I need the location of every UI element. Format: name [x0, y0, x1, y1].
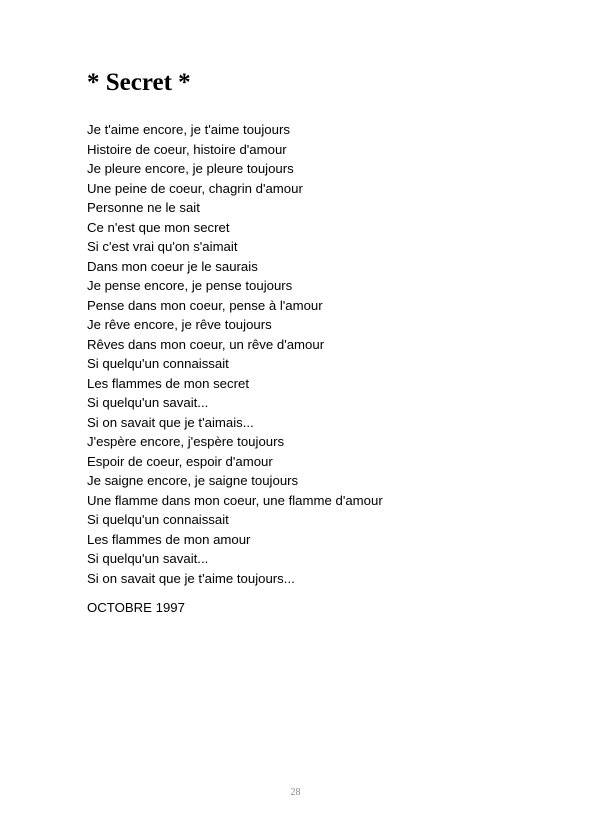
poem-line: Les flammes de mon amour — [87, 531, 251, 547]
poem-line: Pense dans mon coeur, pense à l'amour — [87, 297, 323, 313]
poem-date: OCTOBRE 1997 — [87, 600, 185, 615]
poem-line: Si quelqu'un connaissait — [87, 512, 229, 527]
poem-line: Si quelqu'un connaissait — [87, 356, 229, 371]
poem-line: Je saigne encore, je saigne toujours — [87, 473, 299, 488]
poem-line: J'espère encore, j'espère toujours — [87, 434, 285, 449]
poem-line: Si on savait que je t'aimais... — [87, 414, 254, 430]
poem-line: Si on savait que je t'aime toujours... — [87, 570, 295, 586]
poem-line: Je pense encore, je pense toujours — [87, 278, 293, 293]
poem-line: Dans mon coeur je le saurais — [87, 258, 258, 274]
poem-line: Je t'aime encore, je t'aime toujours — [87, 122, 290, 137]
poem-line: Je rêve encore, je rêve toujours — [87, 317, 272, 332]
poem-line: Une flamme dans mon coeur, une flamme d'amour — [87, 492, 383, 508]
poem-line: Rêves dans mon coeur, un rêve d'amour — [87, 336, 325, 352]
poem-line: Si c'est vrai qu'on s'aimait — [87, 239, 238, 254]
poem-line: Une peine de coeur, chagrin d'amour — [87, 180, 303, 196]
poem-body — [87, 120, 383, 588]
poem-line: Espoir de coeur, espoir d'amour — [87, 453, 273, 469]
page-number: 28 — [290, 787, 301, 798]
poem-line: Je pleure encore, je pleure toujours — [87, 161, 294, 176]
poem-line: Les flammes de mon secret — [87, 375, 249, 391]
poem-line: Ce n'est que mon secret — [87, 219, 230, 235]
poem-line: Histoire de coeur, histoire d'amour — [87, 141, 287, 157]
poem-title: * Secret * — [87, 69, 191, 96]
poem-line: Si quelqu'un savait... — [87, 395, 209, 410]
poem-line: Personne ne le sait — [87, 200, 200, 215]
poem-line: Si quelqu'un savait... — [87, 551, 209, 566]
